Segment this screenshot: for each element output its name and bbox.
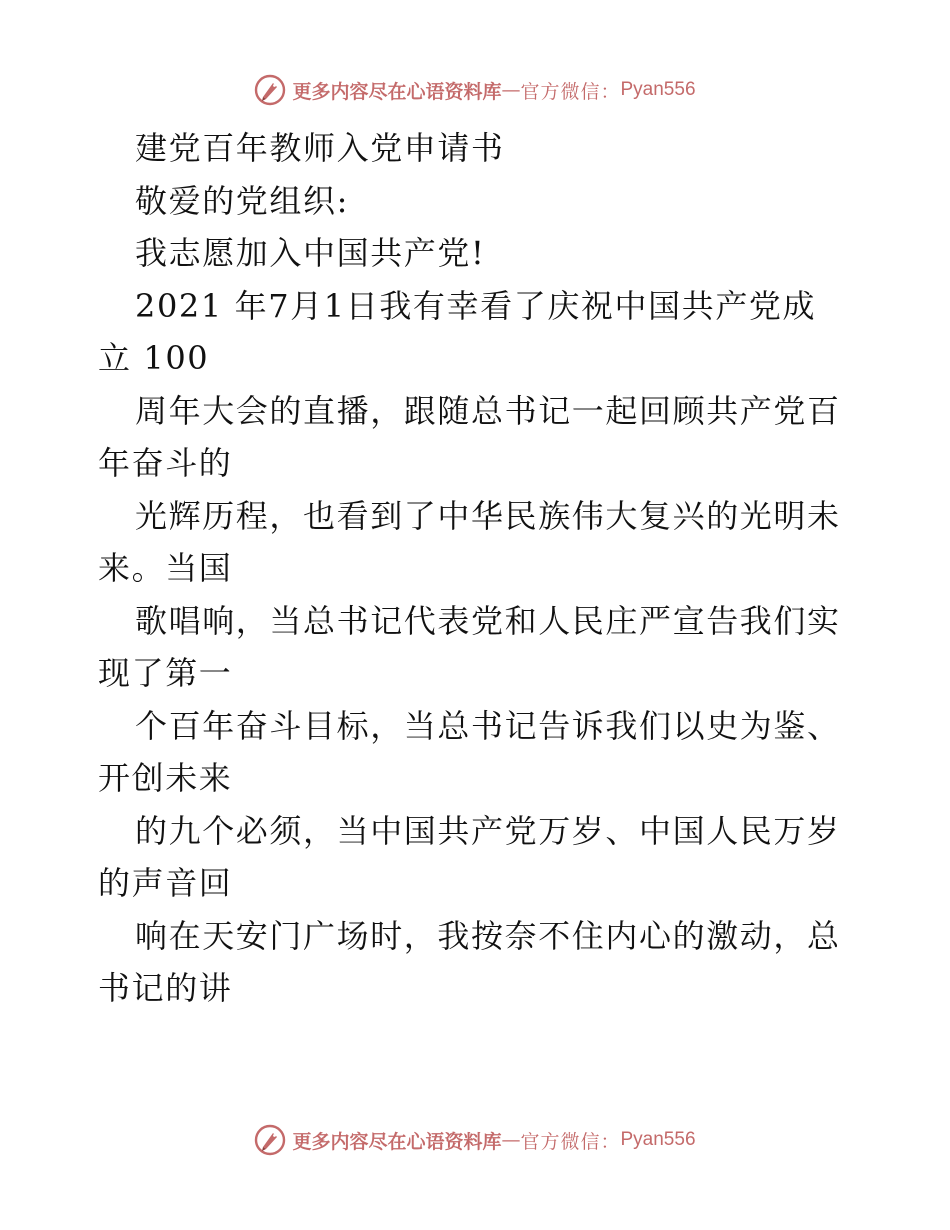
pen-nib-logo-icon xyxy=(254,74,286,106)
text-line: 响在天安门广场时，我按奈不住内心的激动，总 xyxy=(135,916,841,955)
text-line: 开创未来 xyxy=(98,759,233,797)
text-line: 敬爱的党组织: xyxy=(135,181,349,220)
watermark-separator: — xyxy=(501,79,521,101)
text-line: 歌唱响，当总书记代表党和人民庄严宣告我们实 xyxy=(135,601,841,640)
text-line: 我志愿加入中国共产党! xyxy=(135,234,486,272)
header-watermark xyxy=(0,70,950,110)
text-line: 个百年奋斗目标，当总书记告诉我们以史为鉴、 xyxy=(135,706,841,745)
text-line: 周年大会的直播，跟随总书记一起回顾共产党百 xyxy=(135,391,841,430)
text-line: 书记的讲 xyxy=(98,969,233,1007)
watermark-wechat-id: Pyan556 xyxy=(620,1129,696,1150)
watermark-wechat-label: 官方微信： xyxy=(520,1130,621,1153)
text-line: 光辉历程，也看到了中华民族伟大复兴的光明未 xyxy=(135,496,841,535)
pen-nib-logo-icon xyxy=(254,1124,286,1156)
text-line: 现了第一 xyxy=(98,654,233,692)
watermark-wechat-id: Pyan556 xyxy=(620,79,696,100)
watermark-brand: 更多内容尽在心语资料库 xyxy=(292,80,502,103)
text-line: 年奋斗的 xyxy=(98,444,233,482)
footer-watermark xyxy=(0,1120,950,1160)
document-title: 建党百年教师入党申请书 xyxy=(135,129,505,167)
text-line: 来。当国 xyxy=(98,549,233,587)
watermark-separator: — xyxy=(501,1129,521,1151)
text-line: 的声音回 xyxy=(98,864,233,902)
document-body xyxy=(98,122,858,1015)
text-line: 立 100 xyxy=(98,339,210,377)
text-line: 2021 年7月1日我有幸看了庆祝中国共产党成 xyxy=(135,286,817,325)
watermark-brand: 更多内容尽在心语资料库 xyxy=(292,1130,502,1153)
text-line: 的九个必须，当中国共产党万岁、中国人民万岁 xyxy=(135,811,841,850)
watermark-wechat-label: 官方微信： xyxy=(520,80,621,103)
